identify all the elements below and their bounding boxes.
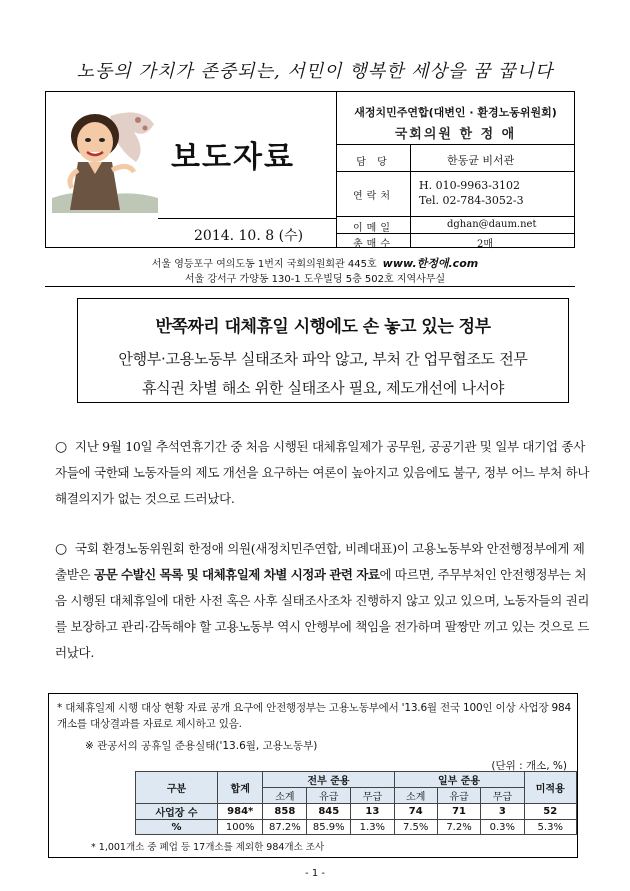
paragraph-1-text: 지난 9월 10일 추석연휴기간 중 처음 시행된 대체휴일제가 공무원, 공공기관 및 일부 대기업 종사자들에 국한돼 노동자들의 제도 개선을 요구하는 여론이 높아지고 있음에도 불구, 정부 어느 부처 하나 해결의지가 없는 것으로 드러났다. (55, 439, 590, 506)
slogan: 노동의 가치가 존중되는, 서민이 행복한 세상을 꿈 꿉니다 (76, 61, 554, 82)
table-cell: 13 (351, 804, 394, 820)
table-cell: 100% (218, 820, 263, 835)
lawmaker-caricature-image (50, 98, 160, 213)
holiday-status-table (135, 771, 577, 835)
website-link[interactable]: www.한정애.com (382, 257, 479, 270)
table-cell: 7.5% (394, 820, 437, 835)
table-cell: 1.3% (351, 820, 394, 835)
header-cell: 구분 (136, 772, 218, 804)
contact-row-email (337, 216, 574, 234)
contact-person: 한동균 비서관 (447, 154, 515, 167)
table-footnote: * 1,001개소 중 폐업 등 17개소를 제외한 984개소 조사 (91, 842, 325, 853)
page-count: 2매 (477, 239, 494, 250)
divider (158, 218, 336, 219)
paragraph-2-text-b: 에 따르면, 주무부처인 안전행정부는 처음 시행된 대체휴일에 대한 사전 혹은 사후 실태조사조차 진행하지 않고 있고 있으며, 노동자들의 권리를 보장하고 관리·감독해야 할 고용노동부 역시 안행부에 책임을 전가하며 팔짱만 끼고 있는 것으로 드러났다. (55, 567, 590, 660)
phone-label: 연락처 (353, 191, 394, 202)
note-box (48, 693, 578, 858)
row-label: 사업장 수 (136, 804, 218, 820)
table-cell: 71 (437, 804, 480, 820)
office-phone: Tel. 02-784-3052-3 (419, 194, 524, 207)
headline-sub-2: 휴식권 차별 해소 위한 실태조사 필요, 제도개선에 나서야 (141, 379, 505, 397)
address-line-2: 서울 강서구 가양동 130-1 도우빌딩 5층 502호 지역사무실 (184, 274, 446, 285)
unit-label: (단위 : 개소, %) (491, 760, 567, 772)
address-line-1 (0, 255, 630, 271)
national-assembly-address: 서울 영등포구 여의도동 1번지 국회의원회관 445호 (151, 259, 377, 270)
subheader-cell: 유급 (437, 788, 480, 804)
table-header-row (136, 772, 577, 788)
organization-block (337, 94, 574, 142)
subheader-cell: 무급 (481, 788, 524, 804)
header-cell: 합계 (218, 772, 263, 804)
press-release-title: 보도자료 (171, 140, 295, 175)
headline-main: 반쪽짜리 대체휴일 시행에도 손 놓고 있는 정부 (155, 317, 491, 337)
contact-row-phone (337, 171, 574, 217)
contact-row-person (337, 144, 574, 172)
email-label: 이메일 (353, 223, 394, 234)
paragraph-2-text-a: 국회 환경노동위원회 한정애 의원(새정치민주연합, 비례대표)이 고용노동부와 안전행정부에게 제출받은 (55, 541, 585, 582)
table-cell: 984* (218, 804, 263, 820)
lawmaker-name: 국회의원 한 정 애 (394, 127, 517, 142)
divider (45, 286, 575, 287)
table-cell: 845 (307, 804, 351, 820)
table-cell: 74 (394, 804, 437, 820)
row-label: % (136, 820, 218, 835)
table-row (136, 804, 577, 820)
party-affiliation: 새정치민주연합(대변인 · 환경노동위원회) (354, 106, 557, 119)
header-cell: 전부 준용 (263, 772, 394, 788)
header-cell: 일부 준용 (394, 772, 524, 788)
subheader-cell: 소계 (263, 788, 307, 804)
table-cell: 52 (524, 804, 576, 820)
email-address: dghan@daum.net (447, 219, 537, 230)
table-cell: 7.2% (437, 820, 480, 835)
bullet-icon: ○ (55, 541, 67, 557)
header-cell: 미적용 (524, 772, 576, 804)
note-text: * 대체휴일제 시행 대상 현황 자료 공개 요구에 안전행정부는 고용노동부에서 '13.6월 전국 100인 이상 사업장 984개소를 대상결과를 자료로 제시하고 있음. (57, 702, 571, 730)
table-cell: 858 (263, 804, 307, 820)
table-cell: 0.3% (481, 820, 524, 835)
subheader-cell: 소계 (394, 788, 437, 804)
paragraph-2 (55, 536, 593, 666)
table-caption: ※ 관공서의 공휴일 준용실태('13.6월, 고용노동부) (85, 740, 318, 752)
table-cell: 87.2% (263, 820, 307, 835)
pages-label: 총매수 (353, 239, 394, 250)
table-row (136, 820, 577, 835)
table-cell: 5.3% (524, 820, 576, 835)
release-date: 2014. 10. 8 (수) (194, 228, 304, 244)
headline-box (77, 298, 569, 403)
contact-row-pages (337, 233, 574, 248)
bullet-icon: ○ (55, 439, 67, 455)
paragraph-1 (55, 434, 593, 512)
table-cell: 85.9% (307, 820, 351, 835)
contact-label: 담 당 (356, 157, 391, 168)
subheader-cell: 유급 (307, 788, 351, 804)
table-cell: 3 (481, 804, 524, 820)
mobile-phone: H. 010-9963-3102 (419, 179, 521, 192)
page-number: - 1 - (305, 868, 325, 879)
paragraph-2-emphasis: 공문 수발신 목록 및 대체휴일제 차별 시정과 관련 자료 (94, 567, 380, 582)
subheader-cell: 무급 (351, 788, 394, 804)
headline-sub-1: 안행부·고용노동부 실태조차 파악 않고, 부처 간 업무협조도 전무 (118, 350, 528, 368)
press-header (45, 91, 575, 248)
